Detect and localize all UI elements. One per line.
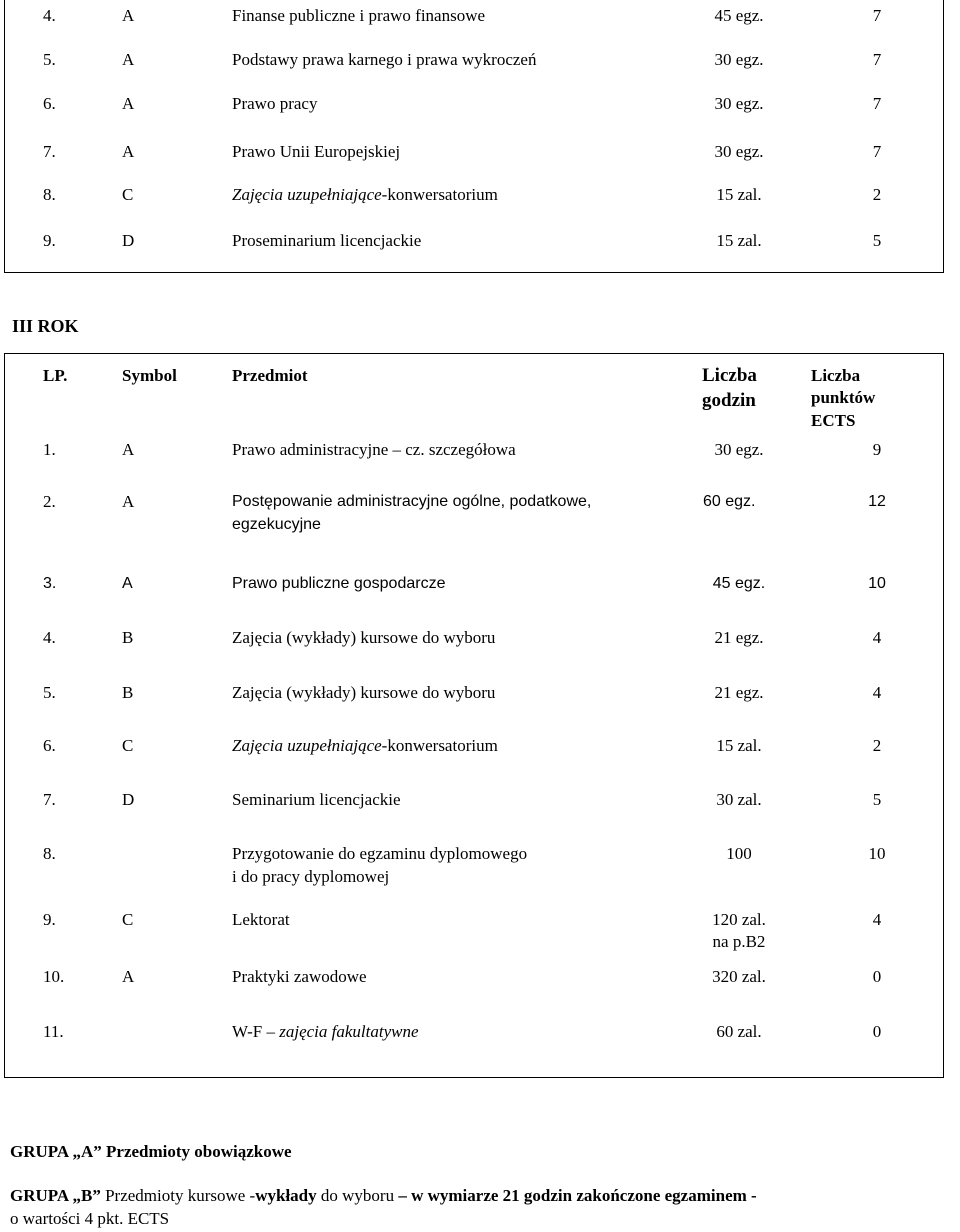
group-b-bold-2: – w wymiarze 21 godzin zakończone egzaminem - <box>398 1186 757 1205</box>
group-b-text-1: Przedmioty kursowe - <box>100 1186 256 1205</box>
symbol: A <box>122 575 133 592</box>
hours: 30 egz. <box>714 440 764 459</box>
group-a-note: GRUPA „A” Przedmioty obowiązkowe <box>10 1142 292 1161</box>
lp: 4. <box>43 628 56 647</box>
subject: Zajęcia (wykłady) kursowe do wyboru <box>232 628 496 647</box>
subject: Prawo publiczne gospodarcze <box>232 575 446 592</box>
lp: 6. <box>43 94 56 113</box>
hours: 15 zal. <box>716 185 762 204</box>
ects: 5 <box>872 790 882 809</box>
symbol: D <box>122 231 135 250</box>
symbol: D <box>122 790 135 809</box>
symbol: A <box>122 6 135 25</box>
subject-line-1: Przygotowanie do egzaminu dyplomowego <box>232 844 528 863</box>
hours: 30 egz. <box>714 142 764 161</box>
subject <box>232 734 498 758</box>
table-continuation <box>4 0 944 273</box>
hours: 60 egz. <box>703 493 756 510</box>
subject-line-2: egzekucyjne <box>232 516 321 533</box>
header-lp: LP. <box>43 366 68 385</box>
hours: 30 zal. <box>716 790 762 809</box>
section-title: III ROK <box>12 316 79 336</box>
symbol: A <box>122 50 135 69</box>
ects: 7 <box>872 142 882 161</box>
ects: 9 <box>872 440 882 459</box>
ects: 4 <box>872 683 882 702</box>
group-b-bold-1: wykłady <box>255 1186 317 1205</box>
lp: 10. <box>43 967 65 986</box>
subject: Zajęcia (wykłady) kursowe do wyboru <box>232 683 496 702</box>
lp: 5. <box>43 50 56 69</box>
header-hours-2: godzin <box>702 390 756 411</box>
ects: 10 <box>868 575 886 592</box>
hours: 45 egz. <box>712 575 766 592</box>
symbol: C <box>122 185 134 204</box>
hours: 15 zal. <box>716 231 762 250</box>
hours: 15 zal. <box>716 736 762 755</box>
subject-line-1: Postępowanie administracyjne ogólne, podatkowe, <box>232 493 592 510</box>
hours: 45 egz. <box>714 6 764 25</box>
subject: Finanse publiczne i prawo finansowe <box>232 6 486 25</box>
subject: Seminarium licencjackie <box>232 790 401 809</box>
group-b-note <box>10 1186 757 1206</box>
subject-line-2: i do pracy dyplomowej <box>232 867 390 886</box>
lp: 7. <box>43 790 56 809</box>
ects: 2 <box>872 185 882 204</box>
subject: Lektorat <box>232 910 290 929</box>
lp: 8. <box>43 844 56 863</box>
ects: 0 <box>872 1022 882 1041</box>
lp: 9. <box>43 231 56 250</box>
subject <box>232 1020 419 1044</box>
lp: 4. <box>43 6 56 25</box>
ects: 7 <box>872 50 882 69</box>
ects: 2 <box>872 736 882 755</box>
subject: Prawo administracyjne – cz. szczegółowa <box>232 440 516 459</box>
header-ects-3: ECTS <box>811 411 856 430</box>
symbol: A <box>122 94 135 113</box>
hours: 60 zal. <box>716 1022 762 1041</box>
header-ects-1: Liczba <box>811 366 861 385</box>
symbol: C <box>122 736 134 755</box>
ects: 4 <box>872 628 882 647</box>
hours: 30 egz. <box>714 94 764 113</box>
hours: 100 <box>726 844 752 863</box>
lp: 6. <box>43 736 56 755</box>
ects: 5 <box>872 231 882 250</box>
subject-prefix: W-F – <box>232 1022 280 1041</box>
symbol: A <box>122 440 135 459</box>
ects: 7 <box>872 94 882 113</box>
header-hours-1: Liczba <box>702 365 757 386</box>
lp: 9. <box>43 910 56 929</box>
lp: 3. <box>43 575 57 592</box>
ects: 7 <box>872 6 882 25</box>
table-third-year <box>4 353 944 1078</box>
ects: 0 <box>872 967 882 986</box>
symbol: B <box>122 683 134 702</box>
hours: 320 zal. <box>712 967 766 986</box>
lp: 11. <box>43 1022 64 1041</box>
symbol: A <box>122 967 135 986</box>
hours: 30 egz. <box>714 50 764 69</box>
header-symbol: Symbol <box>122 366 177 385</box>
header-ects-2: punktów <box>811 388 876 407</box>
subject-italic: Zajęcia uzupełniające <box>232 185 382 204</box>
subject: Podstawy prawa karnego i prawa wykroczeń <box>232 50 537 69</box>
symbol: B <box>122 628 134 647</box>
subject: Prawo pracy <box>232 94 318 113</box>
subject: Prawo Unii Europejskiej <box>232 142 401 161</box>
lp: 7. <box>43 142 56 161</box>
group-b-label: GRUPA „B” <box>10 1186 101 1205</box>
subject: Praktyki zawodowe <box>232 967 367 986</box>
hours: 21 egz. <box>714 683 764 702</box>
group-b-text-2: do wyboru <box>316 1186 399 1205</box>
subject-rest: -konwersatorium <box>381 736 498 755</box>
ects: 10 <box>868 844 886 863</box>
lp: 1. <box>43 440 56 459</box>
lp: 2. <box>43 492 56 511</box>
ects: 4 <box>872 910 882 929</box>
subject <box>232 183 498 207</box>
symbol: C <box>122 910 134 929</box>
symbol: A <box>122 142 135 161</box>
group-b-note-line-2: o wartości 4 pkt. ECTS <box>10 1209 170 1228</box>
subject-rest: -konwersatorium <box>381 185 498 204</box>
subject: Proseminarium licencjackie <box>232 231 422 250</box>
hours-line-1: 120 zal. <box>712 910 766 929</box>
lp: 8. <box>43 185 56 204</box>
header-subject: Przedmiot <box>232 366 308 385</box>
symbol: A <box>122 492 135 511</box>
ects: 12 <box>868 493 886 510</box>
subject-italic: Zajęcia uzupełniające <box>232 736 382 755</box>
hours-line-2: na p.B2 <box>712 932 766 951</box>
subject-italic: zajęcia fakultatywne <box>279 1022 419 1041</box>
lp: 5. <box>43 683 56 702</box>
hours: 21 egz. <box>714 628 764 647</box>
